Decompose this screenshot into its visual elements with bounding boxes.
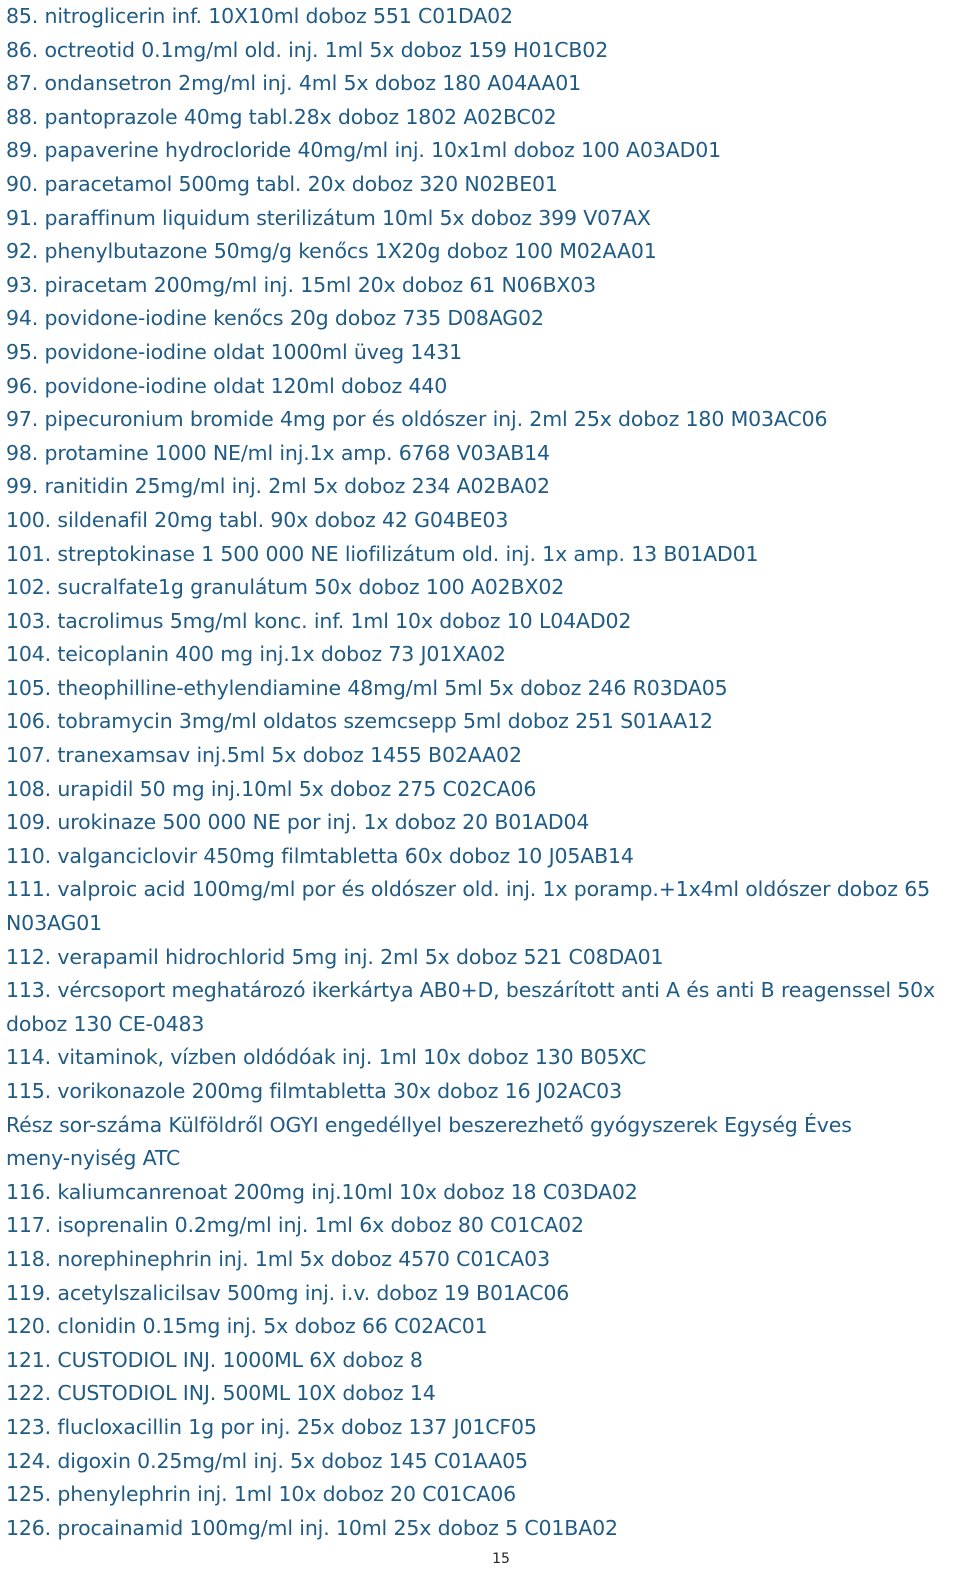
list-item-line: Rész sor-száma Külföldről OGYI engedéllyel beszerezhető gyógyszerek Egység Éves <box>6 1112 852 1137</box>
list-item <box>6 974 958 1041</box>
list-item: 94. povidone-iodine kenőcs 20g doboz 735 D08AG02 <box>6 306 544 331</box>
list-item: 102. sucralfate1g granulátum 50x doboz 100 A02BX02 <box>6 575 565 600</box>
list-item: 85. nitroglicerin inf. 10X10ml doboz 551 C01DA02 <box>6 4 513 28</box>
list-item: 99. ranitidin 25mg/ml inj. 2ml 5x doboz 234 A02BA02 <box>6 474 550 499</box>
list-item: 98. protamine 1000 NE/ml inj.1x amp. 6768 V03AB14 <box>6 440 550 465</box>
list-item: 125. phenylephrin inj. 1ml 10x doboz 20 C01CA06 <box>6 1482 516 1507</box>
list-item: 100. sildenafil 20mg tabl. 90x doboz 42 G04BE03 <box>6 507 509 532</box>
list-item: 104. teicoplanin 400 mg inj.1x doboz 73 J01XA02 <box>6 642 506 667</box>
list-item: 126. procainamid 100mg/ml inj. 10ml 25x doboz 5 C01BA02 <box>6 1515 618 1540</box>
list-item: 118. norephinephrin inj. 1ml 5x doboz 4570 C01CA03 <box>6 1246 550 1271</box>
list-item: 106. tobramycin 3mg/ml oldatos szemcsepp 5ml doboz 251 S01AA12 <box>6 709 713 734</box>
list-item: 116. kaliumcanrenoat 200mg inj.10ml 10x doboz 18 C03DA02 <box>6 1179 638 1204</box>
list-item: 93. piracetam 200mg/ml inj. 15ml 20x doboz 61 N06BX03 <box>6 272 597 297</box>
list-item <box>6 1109 958 1176</box>
list-item: 124. digoxin 0.25mg/ml inj. 5x doboz 145 C01AA05 <box>6 1448 528 1473</box>
list-item: 88. pantoprazole 40mg tabl.28x doboz 1802 A02BC02 <box>6 104 557 129</box>
list-item: 108. urapidil 50 mg inj.10ml 5x doboz 275 C02CA06 <box>6 776 537 801</box>
list-item: 122. CUSTODIOL INJ. 500ML 10X doboz 14 <box>6 1381 436 1406</box>
list-item <box>6 873 958 940</box>
list-item-line: N03AG01 <box>6 911 103 936</box>
list-item: 90. paracetamol 500mg tabl. 20x doboz 320 N02BE01 <box>6 171 558 196</box>
list-item: 97. pipecuronium bromide 4mg por és oldószer inj. 2ml 25x doboz 180 M03AC06 <box>6 407 828 432</box>
list-item: 109. urokinaze 500 000 NE por inj. 1x doboz 20 B01AD04 <box>6 810 590 835</box>
list-item: 117. isoprenalin 0.2mg/ml inj. 1ml 6x doboz 80 C01CA02 <box>6 1213 584 1238</box>
list-item: 103. tacrolimus 5mg/ml konc. inf. 1ml 10x doboz 10 L04AD02 <box>6 608 632 633</box>
list-item: 120. clonidin 0.15mg inj. 5x doboz 66 C02AC01 <box>6 1314 488 1339</box>
list-item-line: 113. vércsoport meghatározó ikerkártya AB0+D, beszárított anti A és anti B reagenssel 50x <box>6 978 936 1003</box>
list-item-line: meny-nyiség ATC <box>6 1146 181 1171</box>
list-item: 92. phenylbutazone 50mg/g kenőcs 1X20g doboz 100 M02AA01 <box>6 239 657 264</box>
list-item: 115. vorikonazole 200mg filmtabletta 30x doboz 16 J02AC03 <box>6 1079 622 1103</box>
list-item: 91. paraffinum liquidum sterilizátum 10ml 5x doboz 399 V07AX <box>6 205 651 230</box>
list-item: 114. vitaminok, vízben oldódóak inj. 1ml 10x doboz 130 B05XC <box>6 1045 647 1070</box>
list-item-line: 111. valproic acid 100mg/ml por és oldószer old. inj. 1x poramp.+1x4ml oldószer doboz 65 <box>6 877 930 902</box>
list-item: 107. tranexamsav inj.5ml 5x doboz 1455 B02AA02 <box>6 743 522 768</box>
list-item: 105. theophilline-ethylendiamine 48mg/ml 5ml 5x doboz 246 R03DA05 <box>6 675 728 700</box>
list-item: 112. verapamil hidrochlorid 5mg inj. 2ml 5x doboz 521 C08DA01 <box>6 944 664 969</box>
document-body <box>6 0 958 1545</box>
list-item: 95. povidone-iodine oldat 1000ml üveg 1431 <box>6 339 462 364</box>
list-item: 87. ondansetron 2mg/ml inj. 4ml 5x doboz 180 A04AA01 <box>6 71 582 96</box>
list-item: 110. valganciclovir 450mg filmtabletta 60x doboz 10 J05AB14 <box>6 843 634 868</box>
list-item: 89. papaverine hydrocloride 40mg/ml inj. 10x1ml doboz 100 A03AD01 <box>6 138 721 163</box>
list-item: 119. acetylszalicilsav 500mg inj. i.v. doboz 19 B01AC06 <box>6 1280 570 1305</box>
list-item: 96. povidone-iodine oldat 120ml doboz 440 <box>6 373 448 398</box>
page-number: 15 <box>492 1551 510 1567</box>
list-item: 86. octreotid 0.1mg/ml old. inj. 1ml 5x doboz 159 H01CB02 <box>6 37 609 62</box>
list-item: 123. flucloxacillin 1g por inj. 25x doboz 137 J01CF05 <box>6 1414 537 1439</box>
list-item: 101. streptokinase 1 500 000 NE liofilizátum old. inj. 1x amp. 13 B01AD01 <box>6 541 759 566</box>
list-item: 121. CUSTODIOL INJ. 1000ML 6X doboz 8 <box>6 1347 423 1372</box>
list-item-line: doboz 130 CE-0483 <box>6 1011 205 1036</box>
